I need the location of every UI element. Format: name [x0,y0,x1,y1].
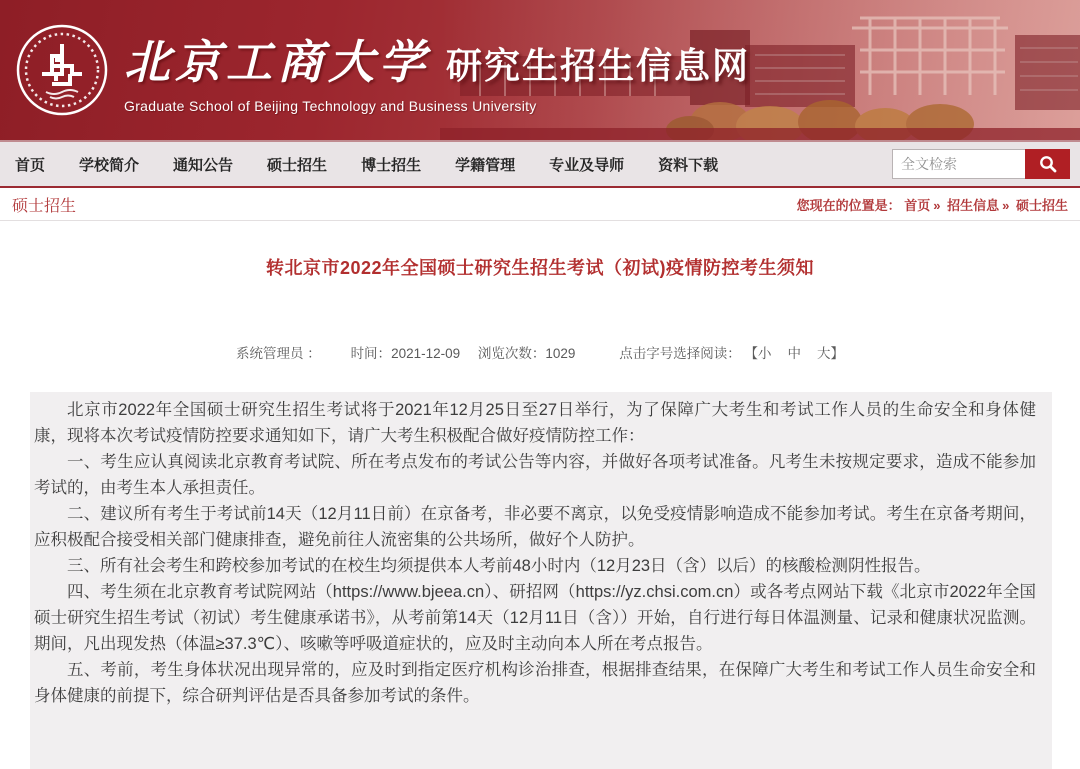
search-input[interactable] [892,149,1025,179]
article-title: 转北京市2022年全国硕士研究生招生考试（初试)疫情防控考生须知 [265,258,815,278]
breadcrumb-masters-link[interactable]: 硕士招生 [1015,197,1068,213]
article-meta [0,342,1080,362]
nav-item-downloads[interactable]: 资料下载 [658,156,719,174]
search-box [892,149,1070,179]
nav-item-masters-admission[interactable]: 硕士招生 [267,156,328,174]
breadcrumb-home-link[interactable]: 首页 [904,197,931,213]
section-title: 硕士招生 [12,197,77,215]
breadcrumb-admission-info-link[interactable]: 招生信息 [947,197,1000,213]
main-nav [0,140,1080,186]
article-paragraph: 一、考生应认真阅读北京教育考试院、所在考点发布的考试公告等内容，并做好各项考试准备。凡考生未按规定要求，造成不能参加考试的，由考生本人承担责任。 [34,453,1036,497]
article-time-value: 2021-12-09 [391,346,461,361]
search-button[interactable] [1025,149,1070,179]
article-paragraph: 四、考生须在北京教育考试院网站（https://www.bjeea.cn）、研招网（https://yz.chsi.com.cn）或各考点网站下载《北京市2022年全国硕士研究生招生考试（初试）考生健康承诺书》，从考前第14天（12月11日（含））开始，自行进行每日体温测量、记录和健康状况监测。期间，凡出现发热（体温≥37.3℃）、咳嗽等呼吸道症状的，应及时主动向本人所在考点报告。 [34,583,1036,653]
article-paragraph: 北京市2022年全国硕士研究生招生考试将于2021年12月25日至27日举行，为了保障广大考生和考试工作人员的生命安全和身体健康，现将本次考试疫情防控要求通知如下，请广大考生积极配合做好疫情防控工作： [34,401,1036,445]
fontsize-large-button[interactable]: 大】 [816,346,844,361]
breadcrumb-separator: » [933,197,941,213]
university-name: 北京工商大学 [124,35,430,89]
breadcrumb-label: 您现在的位置是： [796,197,901,213]
article-time-label: 时间： [350,346,392,361]
article-views-value: 1029 [545,346,576,361]
article-body [30,392,1052,769]
article-views-label: 浏览次数： [477,346,546,361]
article-paragraph: 二、建议所有考生于考试前14天（12月11日前）在京备考，非必要不离京，以免受疫情影响造成不能参加考试。考生在京备考期间，应积极配合接受相关部门健康排查，避免前往人流密集的公共场所，做好个人防护。 [34,505,1036,549]
fontsize-label: 点击字号选择阅读： [619,346,741,361]
article-author: 系统管理员 ： [236,346,321,361]
article-paragraph: 三、所有社会考生和跨校参加考试的在校生均须提供本人考前48小时内（12月23日（含）以后）的核酸检测阴性报告。 [67,557,931,575]
nav-item-doctoral-admission[interactable]: 博士招生 [361,156,422,174]
university-seal-icon [14,22,110,118]
site-header [0,0,1080,140]
university-name-english: Graduate School of Beijing Technology and Business University [124,98,537,114]
magnifier-icon [1038,154,1058,174]
nav-item-student-records[interactable]: 学籍管理 [455,156,516,174]
nav-item-majors-supervisors[interactable]: 专业及导师 [549,156,625,174]
nav-item-home[interactable]: 首页 [15,156,46,174]
fontsize-medium-button[interactable]: 中 [787,346,801,361]
breadcrumb [797,195,1068,214]
nav-item-school-intro[interactable]: 学校简介 [79,156,140,174]
fontsize-small-button[interactable]: 【小 [744,346,772,361]
article-paragraph: 五、考前，考生身体状况出现异常的，应及时到指定医疗机构诊治排查，根据排查结果，在保障广大考生和考试工作人员生命安全和身体健康的前提下，综合研判评估是否具备参加考试的条件。 [34,661,1036,705]
breadcrumb-strip [0,186,1080,221]
breadcrumb-separator: » [1002,197,1010,213]
nav-item-notices[interactable]: 通知公告 [173,156,234,174]
site-name: 研究生招生信息网 [446,45,751,87]
